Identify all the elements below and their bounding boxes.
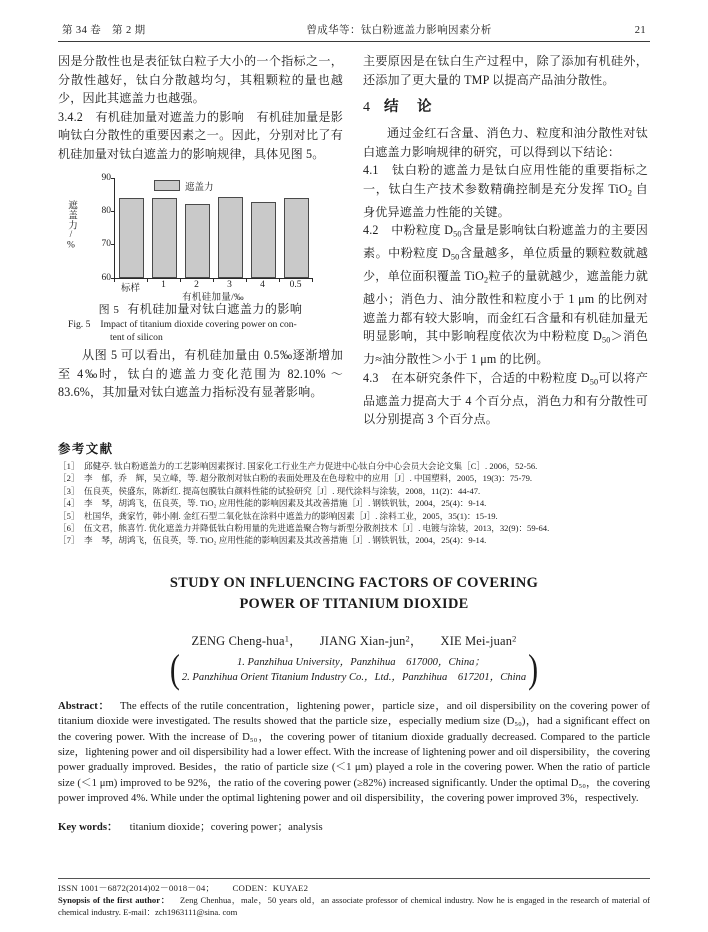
reference-index: ［2］ [58,473,80,484]
c42-text-e: ＞消色力≈油分散性＞小于 1 μm 的比例。 [363,329,649,367]
left-paragraph-after-figure: 从图 5 可以看出，有机硅加量由 0.5‰逐渐增加至 4‰时，钛白的遮盖力变化范围为 82.10% ～83.6%，其加量对钛白遮盖力指标没有显著影响。 [58,347,343,400]
c43-sub-1: 50 [589,377,599,387]
reference-text: 伍良英，侯盛东，陈新红. 提高包膜钛白颜料性能的试验研究［J］. 现代涂料与涂装，2008，11(2)：44-47. [84,485,481,496]
reference-index: ［6］ [58,522,80,533]
keywords [58,820,650,835]
chart-x-axis-label: 有机硅加量/‰ [182,292,244,303]
figure-caption-en-l2: tent of silicon [110,331,163,343]
conclusion-heading [363,95,648,120]
y-tick-90: 90 [101,172,111,183]
synopsis-text: Zeng Chenhua，male，50 years old，an associate professor of chemical industry. Now he is engaged in the research of material of chemical industry. E-mail：zch1963111@sina. com [58,894,650,917]
two-column-body [58,52,650,429]
synopsis-label: Synopsis of the first author： [58,894,171,905]
reference-item [58,497,650,509]
legend-label: 遮盖力 [185,182,214,193]
right-paragraph-1: 主要原因是在钛白生产过程中，除了添加有机硅外，还添加了更大量的 TMP 以提高产品油分散性。 [363,54,648,87]
running-header [58,22,650,41]
affiliation-2: 2. Panzhihua Orient Titanium Industry Co.，Ltd.，Panzhihua 617201，China [181,671,527,683]
reference-text: 邱健亭. 钛白粉遮盖力的工艺影响因素探讨. 国家化工行业生产力促进中心钛白分中心会员大会论文集［C］. 2006，52-56. [84,460,538,471]
keywords-text: titanium dioxide；covering power；analysis [129,820,323,833]
figure-caption-en [58,318,343,344]
references-title: 参考文献 [58,441,114,456]
figure-number-cn: 图 5 [98,303,120,316]
c43-text-b: 可以将产品遮盖力提高大于 4 个百分点，消色力和有分散性可以分别提高 3 个百分点。 [363,370,648,427]
x-tick-5: 0.5 [289,279,302,290]
page-footer [58,878,650,918]
chart-plot-area [101,172,313,283]
references-section [58,439,650,547]
author-3-affil-marker: 2 [512,633,517,644]
x-tick-1: 1 [161,279,166,290]
reference-item [58,534,650,546]
author-synopsis [58,894,650,918]
journal-volume: 第 34 卷 第 2 期 [62,25,146,36]
author-2-affil-marker: 2 [405,633,410,644]
author-1: ZENG Cheng-hua [191,633,285,648]
running-title: 曾成华等：钛白粉遮盖力影响因素分析 [306,25,492,36]
affiliations [58,646,650,692]
conclusion-4-2 [363,221,648,368]
conclusion-heading-text: 结 论 [384,99,434,116]
reference-item [58,472,650,484]
conclusion-4-3 [363,369,648,429]
figure-caption-en-l1: Impact of titanium dioxide covering power on con- [100,318,297,330]
right-column [363,52,648,429]
c41-text-a: 钛白粉的遮盖力是钛白应用性能的重要指标之一，钛白生产技术参数精确控制是充分发挥 TiO [363,163,648,196]
reference-text: 李 琴，胡鸿飞，伍良英，等. TiO₂ 应用性能的影响因素及其改善措施［J］. 钢铁钒钛，2004，25(4)：9-14. [84,535,487,546]
bar-4 [251,202,276,278]
page-number: 21 [634,25,646,36]
c42-text-c: 含量越多，单位质量的颗粒数就越少，单位面积覆盖 TiO [363,246,648,284]
issn-value: ISSN 1001－6872(2014)02－0018－04； [58,882,215,893]
reference-item [58,460,650,472]
english-title-line1: STUDY ON INFLUENCING FACTORS OF COVERING [169,574,539,591]
english-abstract-block [58,573,650,835]
reference-index: ［1］ [58,460,80,471]
figure-5 [58,170,343,344]
c42-text-a: 中粉粒度 D [391,223,454,238]
c42-text-b: 含量是影响钛白粉遮盖力的主要因素。中粉粒度 D [363,223,648,261]
section-3-4-2: 3.4.2 有机硅加量对遮盖力的影响 有机硅加量是影响钛白分散性的重要因素之一。因此，分别对比了有机硅加量对钛白遮盖力的影响规律，具体见图 5。 [58,109,343,161]
reference-index: ［3］ [58,485,80,496]
x-tick-3: 3 [227,279,232,290]
conclusion-intro: 通过金红石含量、消色力、粒度和油分散性对钛白遮盖力影响规律的研究，可以得到以下结论： [363,126,648,159]
x-tick-2: 2 [194,279,199,290]
chart-y-axis-label: 遮盖力/% [66,199,76,251]
english-authors: ZENG Cheng-hua$^1$， JIANG Xian-jun$^2$， XIE Mei-juan$^2$ [191,633,517,648]
c41-number: 4.1 [363,163,379,178]
bar-chart [58,170,343,303]
c42-number: 4.2 [363,223,379,238]
reference-index: ［7］ [58,535,80,546]
affiliation-1: 1. Panzhihua University，Panzhihua 617000，China； [236,656,486,668]
abstract-label: Abstract： [58,699,110,712]
bar-0 [119,198,144,278]
reference-item [58,485,650,497]
left-paragraph-1: 因是分散性也是表征钛白粒子大小的一个指标之一，分散性越好，钛白分散越均匀，其粗颗粒的量也越少，因此其遮盖力也越强。 [58,54,343,106]
reference-index: ［4］ [58,498,80,509]
conclusion-4-1 [363,161,648,221]
y-tick-80: 80 [101,205,111,216]
c43-number: 4.3 [363,370,379,385]
author-2: JIANG Xian-jun [319,633,406,648]
c42-sub-4: 50 [602,335,611,345]
header-divider [58,41,650,42]
bar-5 [284,198,309,277]
author-3: XIE Mei-juan [440,633,513,648]
reference-item [58,510,650,522]
c42-sub-1: 50 [453,229,462,239]
c42-sub-2: 50 [450,252,460,262]
bar-2 [185,204,210,278]
reference-text: 杜国华，龚家竹，韩小刚. 金红石型二氧化钛在涂料中遮盖力的影响因素［J］. 涂料工业，2005，35(1)：15-19. [84,510,498,521]
figure-number-en: Fig. 5 [68,318,91,330]
c41-text-b: 自身优异遮盖力性能的关键。 [363,181,648,219]
right-paren: ) [528,646,539,692]
issn-line [58,882,650,894]
x-tick-4: 4 [260,279,265,290]
reference-index: ［5］ [58,510,80,521]
english-title [58,573,650,615]
reference-text: 伍文君，熊喜竹. 优化遮盖力并降低钛白粉用量的先进遮盖聚合物与新型分散剂技术［J］. 电镀与涂装，2013，32(9)：59-64. [84,522,550,533]
english-title-line2: POWER OF TITANIUM DIOXIDE [239,595,469,612]
bar-3 [218,197,243,278]
y-tick-70: 70 [101,239,111,250]
reference-item [58,522,650,534]
reference-text: 李 琴，胡鸿飞，伍良英，等. TiO₂ 应用性能的影响因素及其改善措施［J］. 钢铁钒钛，2004，25(4)：9-14. [84,498,487,509]
c42-text-d: 粒子的量就越少，遮盖能力就越小；消色力、油分散性和粒度小于 1 μm 的比例对遮盖力都有较大影响，而金红石含量和有机硅加量无明显影响，其中影响程度依次为中粉粒度 D [363,269,648,344]
left-column [58,52,343,402]
c42-sub-3: 2 [484,275,489,285]
conclusion-heading-number: 4 [363,100,372,116]
abstract-text: The effects of the rutile concentration，lightening power，particle size，and oil dispersibility on the covering power of titanium dioxide were investigated. The results showed that the particle size，especially medium size (D₅₀)，had a significant effect on the covering power. With the increase of D₅₀，the covering power of titanium dioxide gradually decreased. Compared to the particle size，lightening power and oil dispersibility had a lower effect. With the increase of lightening power and oil dispersibility，the covering power gradually improved. Besides，the ratio of particle size (＜1 μm) played a role in the covering power. When the ratio of particle size (＜1 μm) improved to be 92%，the ratio of the covering power (≥82%) increased significantly. Under the optimal D₅₀，the covering power improved 4%. While under the optimal lightening power and oil dispersibility，the covering power improved 3%，respectively. [58,699,650,805]
c41-sub: 2 [627,188,633,198]
footer-divider [58,878,650,879]
author-1-affil-marker: 1 [284,633,290,644]
abstract [58,699,650,807]
x-tick-0: 标样 [120,283,140,294]
y-tick-60: 60 [101,272,111,283]
reference-text: 李 郁，乔 辉，吴立峰，等. 超分散剂对钛白粉的表面处理及在色母粒中的应用［J］. 中国塑料，2005，19(3)：75-79. [84,473,533,484]
bar-1 [152,198,177,277]
chart-bars [115,178,313,278]
figure-caption-cn-text: 有机硅加量对钛白遮盖力的影响 [127,301,303,316]
coden-value: CODEN：KUYAE2 [232,882,309,893]
c43-text-a: 在本研究条件下，合适的中粉粒度 D [391,370,590,385]
left-paren: ( [169,646,180,692]
keywords-label: Key words： [58,820,118,833]
